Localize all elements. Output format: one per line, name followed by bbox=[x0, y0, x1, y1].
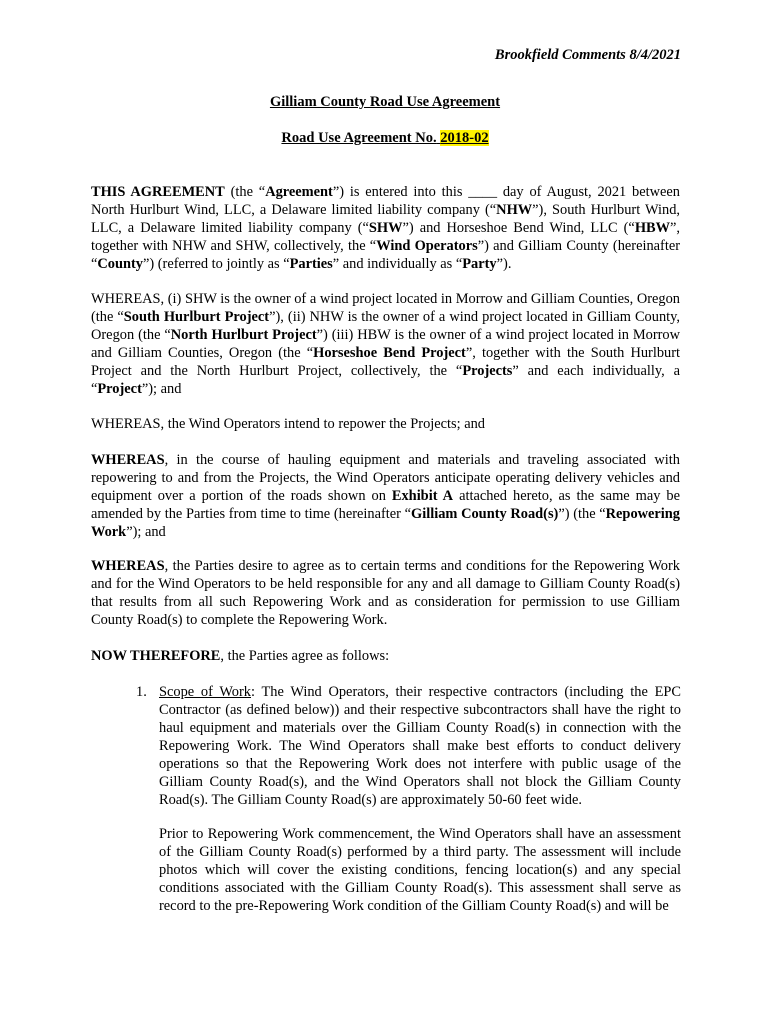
text-run: ”) and Gilliam County (hereinafter “ bbox=[91, 238, 681, 272]
text-run: ”) is entered into this ____ day of August, 2021 between North Hurlburt Wind, LLC, a Delaware limited liability company (“ bbox=[91, 184, 680, 218]
text-run: Parties bbox=[289, 256, 333, 272]
text-run: , in the course of hauling equipment and materials and traveling associated with repowering to and from the Projects, the Wind Operators anticipate operating delivery vehicles and equipment over a portion of the roads shown on bbox=[91, 452, 680, 504]
text-run: ”) (iii) HBW is the owner of a wind project located in Morrow and Gilliam Counties, Oregon (the “ bbox=[91, 327, 680, 361]
text-run: : The Wind Operators, their respective contractors (including the EPC Contractor (as defined below)) and their respective subcontractors shall have the right to haul equipment and materials over the Gilliam County Road(s) in connection with the Repowering Work. The Wind Operators shall make best efforts to conduct delivery operations so that the Repowering Work does not interfere with public usage of the Gilliam County Road(s), and the Wind Operators shall not block the Gilliam County Road(s). The Gilliam County Road(s) are approximately 50-60 feet wide. bbox=[159, 684, 681, 808]
text-run: Exhibit A bbox=[391, 488, 454, 504]
text-run: , the Parties desire to agree as to certain terms and conditions for the Repowering Work and for the Wind Operators to be held responsible for any and all damage to Gilliam County Road(s) that results from all such Repowering Work and as consideration for permission to use Gilliam County Road(s) to complete the Repowering Work. bbox=[91, 558, 680, 628]
paragraph-whereas-terms bbox=[91, 557, 680, 629]
text-run: Party bbox=[462, 256, 497, 272]
text-run: Gilliam County Road(s) bbox=[411, 506, 559, 522]
paragraph-whereas-projects bbox=[91, 290, 680, 398]
text-run: South Hurlburt Project bbox=[123, 309, 270, 325]
text-run: ”); and bbox=[126, 524, 166, 540]
agreement-number: 2018-02 bbox=[440, 130, 489, 146]
text-run: NHW bbox=[496, 202, 533, 218]
paragraph-now-therefore bbox=[91, 647, 680, 665]
text-run: Wind Operators bbox=[376, 238, 478, 254]
text-run: , the Parties agree as follows: bbox=[220, 648, 390, 664]
paragraph-whereas-hauling bbox=[91, 451, 680, 541]
text-run: ”) and Horseshoe Bend Wind, LLC (“ bbox=[402, 220, 635, 236]
item-heading: Scope of Work bbox=[159, 684, 251, 700]
text-run: ”) (the “ bbox=[558, 506, 606, 522]
text-run: ”, together with NHW and SHW, collectively, the “ bbox=[91, 220, 680, 254]
text-run: NOW THEREFORE bbox=[91, 648, 221, 664]
text-run: HBW bbox=[634, 220, 670, 236]
text-run: ”), (ii) NHW is the owner of a wind project located in Gilliam County, Oregon (the “ bbox=[91, 309, 680, 343]
text-run: SHW bbox=[368, 220, 403, 236]
text-run: Project bbox=[97, 381, 142, 397]
text-run: County bbox=[97, 256, 143, 272]
item-assessment-paragraph: Prior to Repowering Work commencement, the Wind Operators shall have an assessment of the Gilliam County Road(s) performed by a third party. The assessment will include photos which will cover the existing conditions, fencing location(s) and any special conditions associated with the Gilliam County Road(s). This assessment shall serve as record to the pre-Repowering Work condition of the Gilliam County Road(s) and will be bbox=[159, 826, 681, 914]
agreement-number-label: Road Use Agreement No. bbox=[281, 130, 437, 146]
text-run: North Hurlburt Project bbox=[170, 327, 317, 343]
text-run: ” and individually as “ bbox=[332, 256, 463, 272]
text-run: ”). bbox=[496, 256, 512, 272]
paragraph-whereas-repower: WHEREAS, the Wind Operators intend to repower the Projects; and bbox=[91, 416, 486, 432]
paragraph-this-agreement bbox=[91, 183, 680, 273]
text-run: WHEREAS bbox=[91, 452, 165, 468]
header-note: Brookfield Comments 8/4/2021 bbox=[494, 47, 681, 63]
text-run: ”), South Hurlburt Wind, LLC, a Delaware limited liability company (“ bbox=[91, 202, 680, 236]
text-run: THIS AGREEMENT bbox=[91, 184, 225, 200]
text-run: ”) (referred to jointly as “ bbox=[142, 256, 290, 272]
item-number: 1. bbox=[136, 684, 147, 700]
text-run: ”, together with the South Hurlburt Project and the North Hurlburt Project, collectively, the “ bbox=[91, 345, 680, 379]
text-run: ”); and bbox=[141, 381, 182, 397]
text-run: Repowering Work bbox=[91, 506, 680, 540]
document-title: Gilliam County Road Use Agreement bbox=[269, 94, 501, 110]
text-run: WHEREAS, (i) SHW is the owner of a wind project located in Morrow and Gilliam Counties, Oregon (the “ bbox=[91, 291, 680, 325]
text-run: (the “ bbox=[224, 184, 266, 200]
text-run: Projects bbox=[462, 363, 513, 379]
text-run: ” and each individually, a “ bbox=[91, 363, 681, 397]
text-run: WHEREAS bbox=[91, 558, 165, 574]
text-run: Horseshoe Bend Project bbox=[313, 345, 466, 361]
item-scope-of-work bbox=[159, 683, 681, 809]
text-run: Agreement bbox=[265, 184, 333, 200]
text-run: attached hereto, as the same may be amended by the Parties from time to time (hereinafter “ bbox=[91, 488, 680, 522]
agreement-number-line bbox=[0, 130, 770, 147]
